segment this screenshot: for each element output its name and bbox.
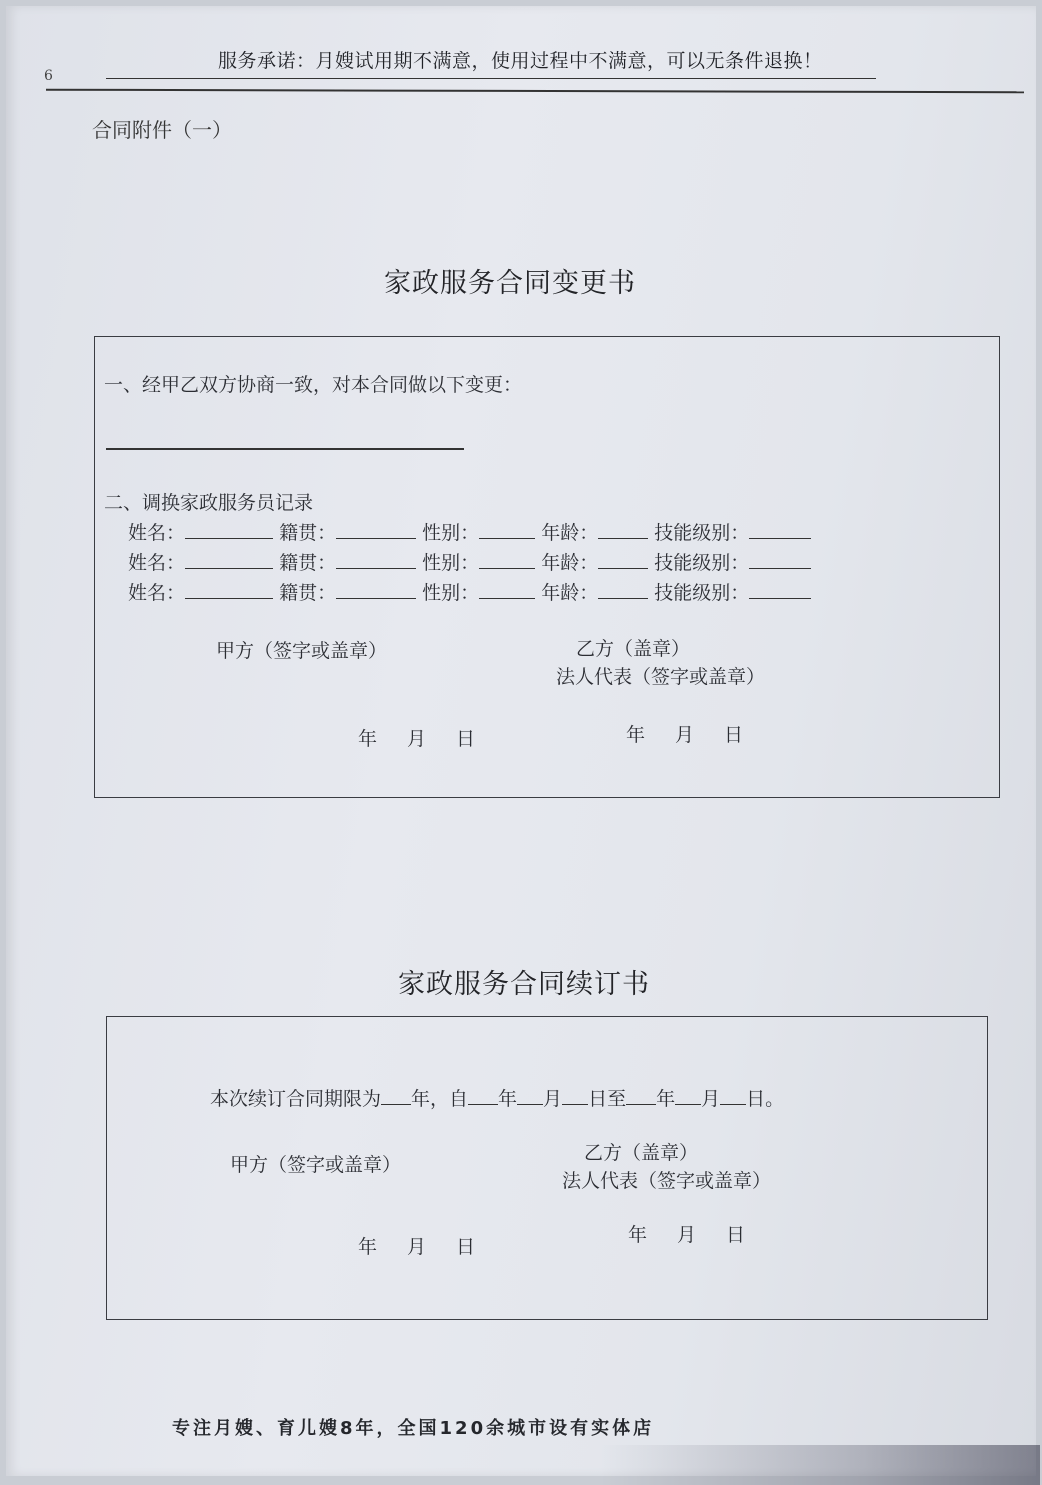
skill-label: 技能级别： <box>654 552 750 574</box>
skill-label: 技能级别： <box>654 522 750 544</box>
gender-blank[interactable] <box>479 582 535 599</box>
party-b-seal: 乙方（盖章） <box>576 638 691 660</box>
age-blank[interactable] <box>598 582 648 599</box>
age-blank[interactable] <box>598 552 648 569</box>
party-b-date <box>626 720 773 747</box>
party-b-date <box>628 1220 775 1247</box>
date-year: 年 <box>628 1224 648 1246</box>
gender-blank[interactable] <box>479 552 535 569</box>
legal-rep-signature: 法人代表（签字或盖章） <box>562 1170 772 1192</box>
change-blank-line <box>106 448 464 450</box>
start-month-blank[interactable] <box>517 1088 543 1105</box>
gender-label: 性别： <box>422 522 480 544</box>
origin-blank[interactable] <box>336 552 416 569</box>
footer-slogan: 专注月嫂、育儿嫂8年，全国120余城市设有实体店 <box>172 1418 655 1439</box>
skill-label: 技能级别： <box>654 582 750 604</box>
gender-blank[interactable] <box>479 522 535 539</box>
service-promise: 服务承诺：月嫂试用期不满意，使用过程中不满意，可以无条件退换！ <box>218 50 823 72</box>
legal-rep-signature: 法人代表（签字或盖章） <box>556 666 766 688</box>
age-label: 年龄： <box>541 552 599 574</box>
date-month: 月 <box>407 1236 427 1258</box>
end-month-blank[interactable] <box>675 1088 701 1105</box>
renewal-text: 日。 <box>746 1088 785 1110</box>
renewal-form-title: 家政服务合同续订书 <box>398 969 650 1000</box>
date-month: 月 <box>677 1224 697 1246</box>
origin-label: 籍贯： <box>279 552 337 574</box>
skill-blank[interactable] <box>749 582 811 599</box>
change-item-2: 二、调换家政服务员记录 <box>104 492 314 514</box>
party-a-signature: 甲方（签字或盖章） <box>230 1154 402 1176</box>
staff-record-row <box>128 518 811 545</box>
skill-blank[interactable] <box>749 552 811 569</box>
age-blank[interactable] <box>598 522 648 539</box>
renewal-text: 年 <box>656 1088 676 1110</box>
date-day: 日 <box>456 1236 476 1258</box>
party-a-signature: 甲方（签字或盖章） <box>216 640 388 662</box>
end-year-blank[interactable] <box>626 1088 656 1105</box>
skill-blank[interactable] <box>749 522 811 539</box>
origin-label: 籍贯： <box>279 582 337 604</box>
name-label: 姓名： <box>128 552 186 574</box>
origin-label: 籍贯： <box>279 522 337 544</box>
header-divider <box>106 78 876 79</box>
page-number: 6 <box>44 68 53 84</box>
date-year: 年 <box>358 1236 378 1258</box>
end-day-blank[interactable] <box>720 1088 746 1105</box>
date-month: 月 <box>407 728 427 750</box>
header-divider-thick <box>46 89 1024 94</box>
renewal-text: 月 <box>701 1088 721 1110</box>
name-label: 姓名： <box>128 582 186 604</box>
name-blank[interactable] <box>185 582 273 599</box>
date-year: 年 <box>626 724 646 746</box>
party-a-date <box>358 1232 505 1259</box>
start-day-blank[interactable] <box>562 1088 588 1105</box>
date-day: 日 <box>456 728 476 750</box>
renewal-text: 月 <box>543 1088 563 1110</box>
renewal-term-line <box>210 1084 784 1111</box>
staff-record-row <box>128 548 811 575</box>
party-a-date <box>358 724 505 751</box>
change-item-1: 一、经甲乙双方协商一致，对本合同做以下变更： <box>104 374 523 396</box>
date-day: 日 <box>724 724 744 746</box>
start-year-blank[interactable] <box>468 1088 498 1105</box>
age-label: 年龄： <box>541 522 599 544</box>
renewal-text: 本次续订合同期限为 <box>210 1088 382 1110</box>
annex-label: 合同附件（一） <box>92 118 232 142</box>
name-blank[interactable] <box>185 522 273 539</box>
page-shadow <box>600 1445 1040 1485</box>
name-blank[interactable] <box>185 552 273 569</box>
date-month: 月 <box>675 724 695 746</box>
staff-record-row <box>128 578 811 605</box>
gender-label: 性别： <box>422 552 480 574</box>
gender-label: 性别： <box>422 582 480 604</box>
renewal-text: 日至 <box>588 1088 627 1110</box>
renewal-text: 年，自 <box>411 1088 469 1110</box>
change-form-title: 家政服务合同变更书 <box>384 268 636 299</box>
renewal-text: 年 <box>498 1088 518 1110</box>
origin-blank[interactable] <box>336 582 416 599</box>
date-year: 年 <box>358 728 378 750</box>
name-label: 姓名： <box>128 522 186 544</box>
party-b-seal: 乙方（盖章） <box>584 1142 699 1164</box>
years-blank[interactable] <box>381 1088 411 1105</box>
age-label: 年龄： <box>541 582 599 604</box>
contract-page <box>6 6 1036 1476</box>
origin-blank[interactable] <box>336 522 416 539</box>
date-day: 日 <box>726 1224 746 1246</box>
